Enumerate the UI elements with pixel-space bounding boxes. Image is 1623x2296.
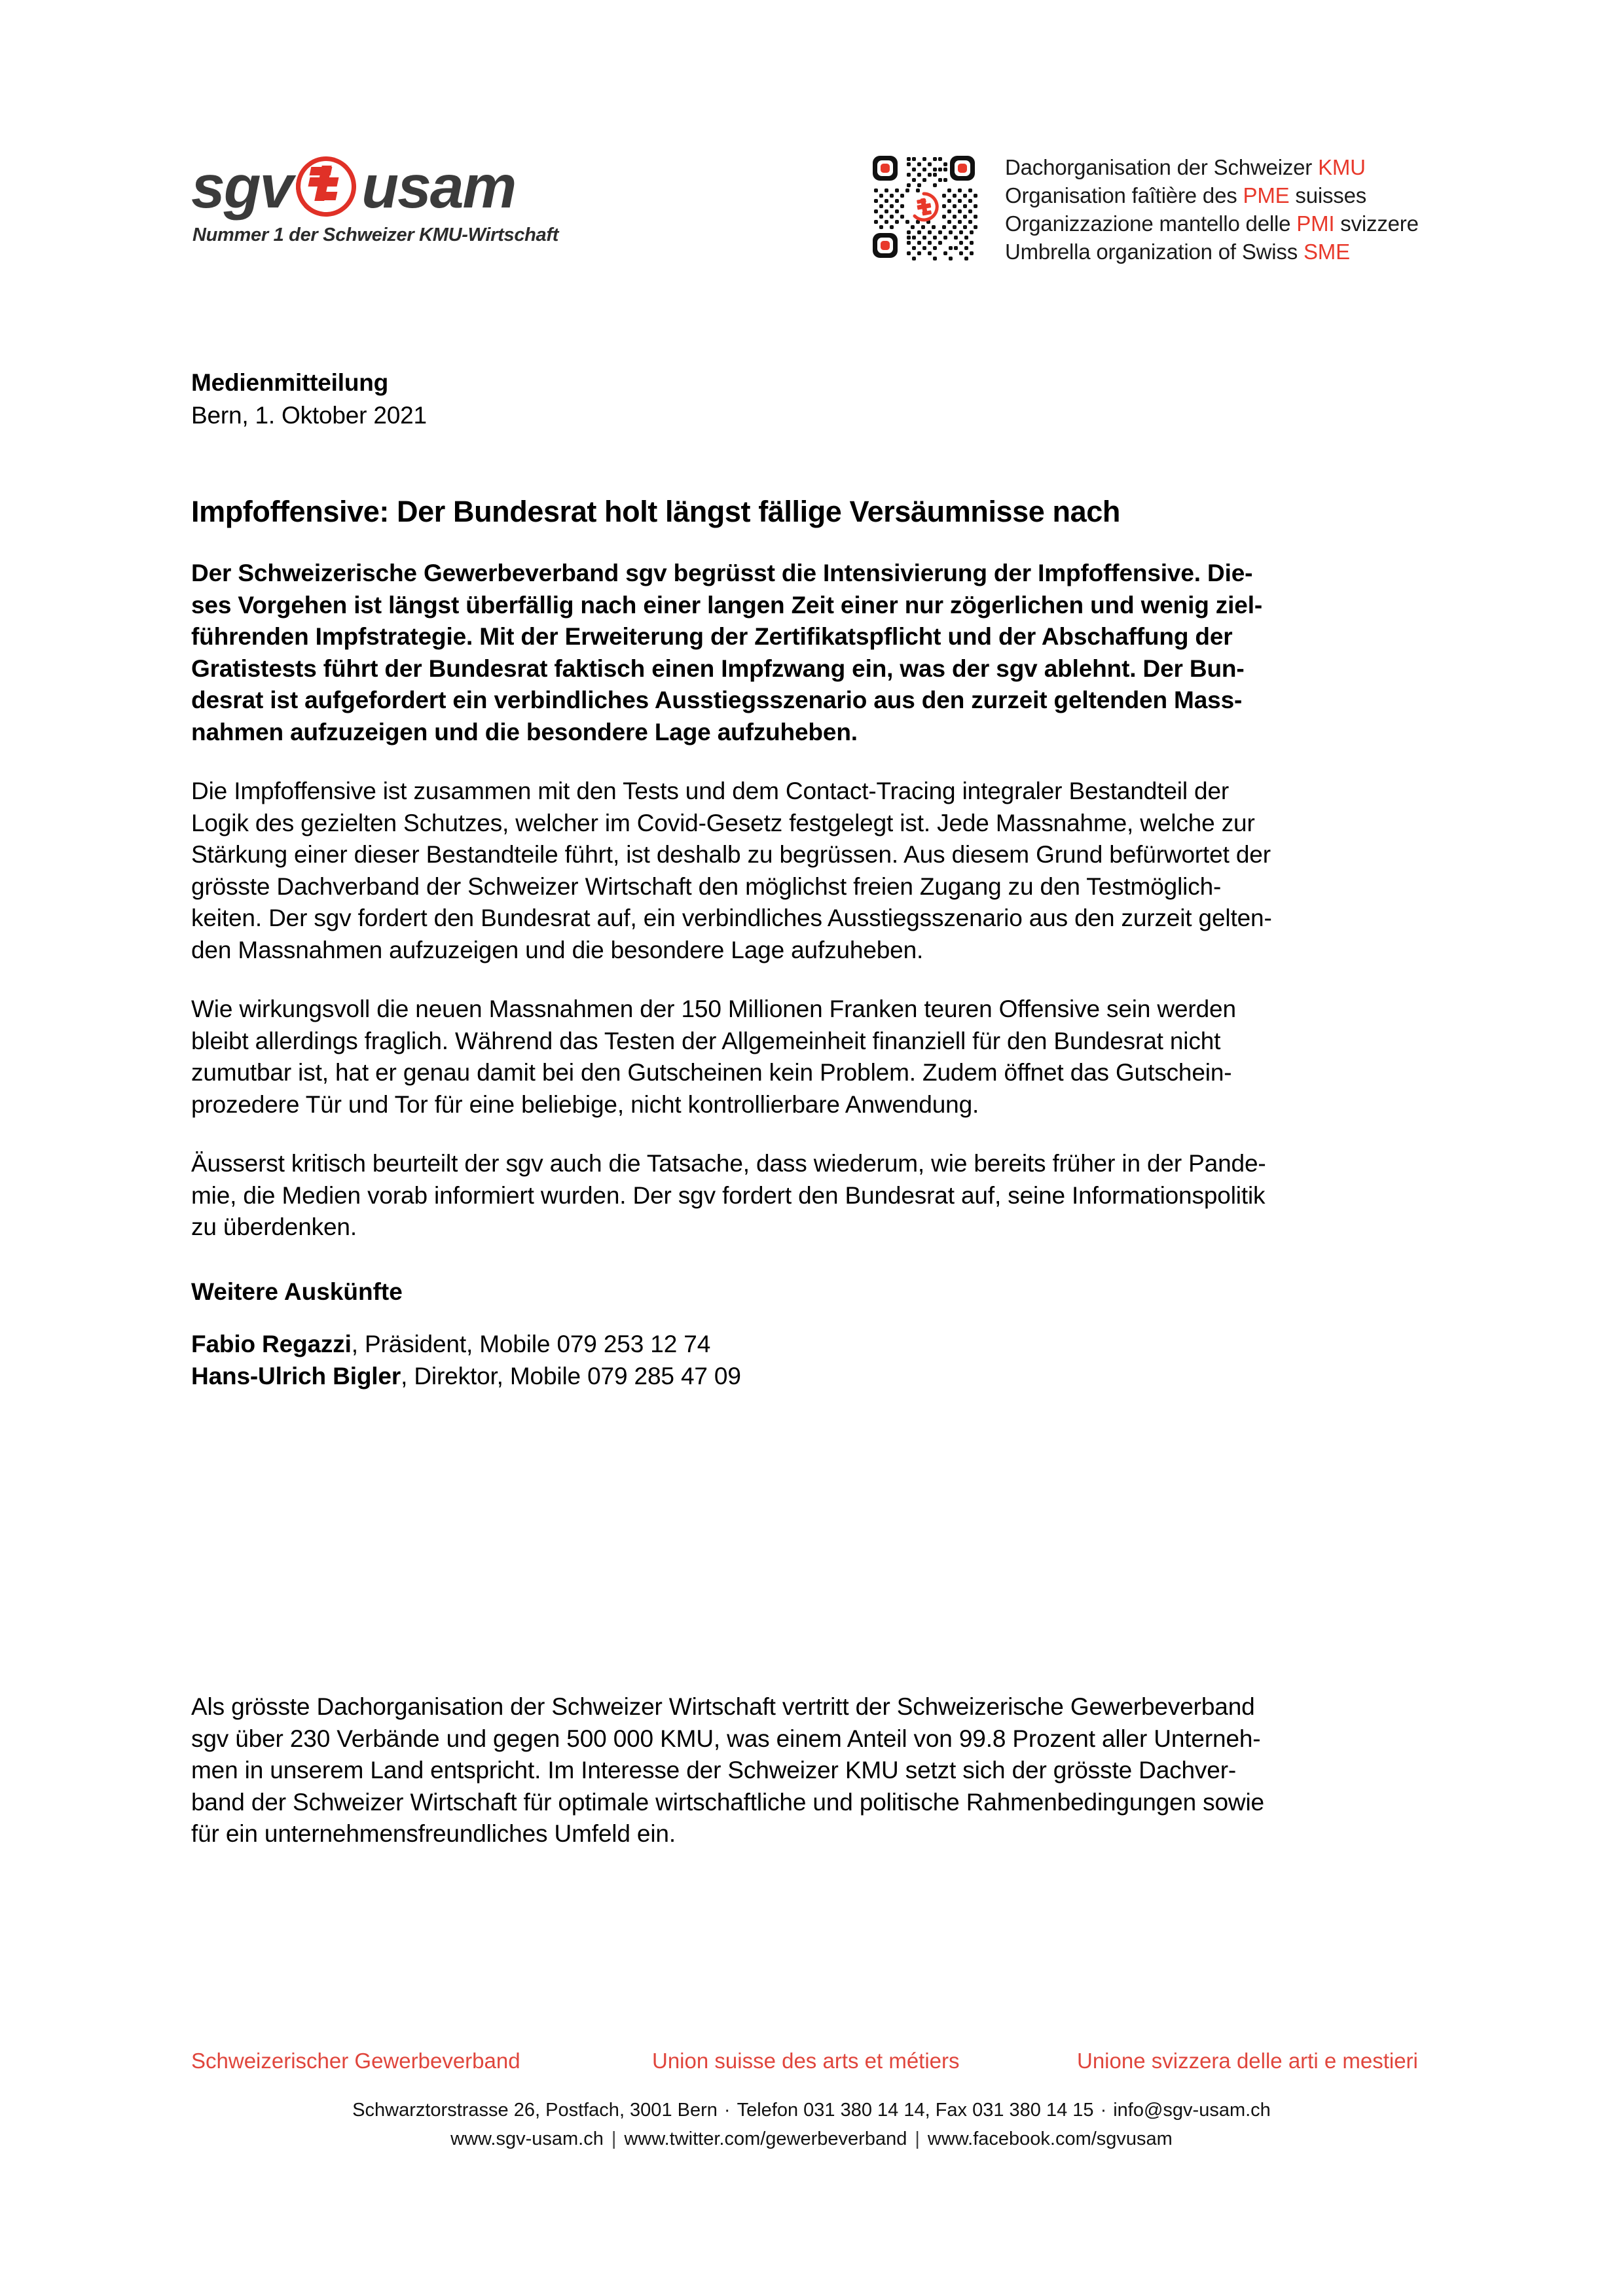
boilerplate-paragraph [191, 1691, 1429, 1850]
strapline-en [1005, 238, 1419, 266]
contact-name: Hans-Ulrich Bigler [191, 1362, 401, 1390]
paragraph-line: grösste Dachverband der Schweizer Wirtschaft den möglichst freien Zugang zu den Testmöglich- [191, 872, 1222, 900]
footer-separator: · [723, 2100, 731, 2121]
footer-facebook-link[interactable]: www.facebook.com/sgvusam [927, 2128, 1173, 2149]
body-paragraph-2 [191, 994, 1425, 1121]
paragraph-line: Die Impfoffensive ist zusammen mit den Tests und dem Contact-Tracing integraler Bestandteil der [191, 778, 1230, 804]
footer-contact-line-1 [0, 2096, 1623, 2125]
strapline-it-before: Organizzazione mantello delle [1005, 211, 1297, 236]
footer-language-names [0, 2049, 1623, 2084]
paragraph-line: zumutbar ist, hat er genau damit bei den Gutscheinen kein Problem. Zudem öffnet das Gutschein- [191, 1059, 1232, 1086]
footer-phone: Telefon 031 380 14 14, Fax 031 380 14 15 [737, 2100, 1094, 2121]
strapline-en-before: Umbrella organization of Swiss [1005, 240, 1304, 264]
paragraph-line: den Massnahmen aufzuzeigen und die besondere Lage aufzuheben. [191, 936, 924, 963]
footer-name-fr: Union suisse des arts et métiers [652, 2049, 960, 2073]
boilerplate-line: Als grösste Dachorganisation der Schweizer Wirtschaft vertritt der Schweizerische Gewerbeverband [191, 1693, 1255, 1720]
logo-text-sgv: sgv [191, 152, 293, 221]
strapline-it [1005, 209, 1419, 238]
document-body [191, 367, 1425, 1392]
footer-name-de: Schweizerischer Gewerbeverband [191, 2049, 520, 2073]
organization-strapline-lines [1005, 151, 1419, 266]
strapline-fr-before: Organisation faîtière des [1005, 183, 1243, 207]
document-date: Bern, 1. Oktober 2021 [191, 402, 427, 429]
footer-divider: | [915, 2128, 920, 2149]
strapline-de [1005, 153, 1419, 181]
contact-details: , Präsident, Mobile 079 253 12 74 [351, 1331, 711, 1357]
paragraph-line: Äusserst kritisch beurteilt der sgv auch die Tatsache, dass wiederum, wie bereits früher in der Pande- [191, 1150, 1266, 1177]
strapline-fr-after: suisses [1289, 183, 1367, 207]
footer-divider: | [611, 2128, 617, 2149]
sgv-usam-logo [191, 152, 559, 246]
body-paragraph-1 [191, 776, 1425, 966]
contact-row [191, 1329, 1425, 1361]
strapline-fr-highlight: PME [1243, 183, 1290, 207]
footer-name-it: Unione svizzera delle arti e mestieri [1077, 2049, 1418, 2073]
strapline-de-highlight: KMU [1318, 155, 1366, 179]
lead-line: Gratistests führt der Bundesrat faktisch einen Impfzwang ein, was der sgv ablehnt. Der Bun- [191, 655, 1245, 682]
strapline-it-after: svizzere [1334, 211, 1419, 236]
body-paragraph-3 [191, 1148, 1425, 1244]
paragraph-line: keiten. Der sgv fordert den Bundesrat auf, ein verbindliches Ausstiegsszenario aus den zurzeit gelten- [191, 905, 1272, 931]
boilerplate-line: men in unserem Land entspricht. Im Interesse der Schweizer KMU setzt sich der grösste Dachver- [191, 1757, 1237, 1784]
footer-website-link[interactable]: www.sgv-usam.ch [450, 2128, 604, 2149]
contact-row [191, 1361, 1425, 1393]
strapline-de-before: Dachorganisation der Schweizer [1005, 155, 1319, 179]
footer-twitter-link[interactable]: www.twitter.com/gewerbeverband [624, 2128, 907, 2149]
page-footer [0, 2049, 1623, 2153]
contacts-heading: Weitere Auskünfte [191, 1278, 403, 1305]
lead-line: Der Schweizerische Gewerbeverband sgv begrüsst die Intensivierung der Impfoffensive. Die- [191, 560, 1253, 586]
footer-separator: · [1100, 2100, 1107, 2121]
paragraph-line: Stärkung einer dieser Bestandteile führt, ist deshalb zu begrüssen. Aus diesem Grund befürwortet der [191, 841, 1271, 868]
footer-contact-info [0, 2096, 1623, 2153]
paragraph-line: Wie wirkungsvoll die neuen Massnahmen der 150 Millionen Franken teuren Offensive sein werden [191, 996, 1236, 1022]
lead-line: nahmen aufzuzeigen und die besondere Lage aufzuheben. [191, 718, 858, 745]
paragraph-line: zu überdenken. [191, 1213, 357, 1240]
logo-tagline: Nummer 1 der Schweizer KMU-Wirtschaft [192, 224, 559, 245]
paragraph-line: prozedere Tür und Tor für eine beliebige, nicht kontrollierbare Anwendung. [191, 1090, 979, 1118]
strapline-fr [1005, 181, 1419, 209]
lead-line: führenden Impfstrategie. Mit der Erweiterung der Zertifikatspflicht und der Abschaffung der [191, 623, 1233, 650]
contact-name: Fabio Regazzi [191, 1331, 352, 1357]
lead-paragraph [191, 558, 1425, 748]
strapline-en-highlight: SME [1304, 240, 1350, 264]
footer-email-link[interactable]: info@sgv-usam.ch [1113, 2100, 1271, 2121]
boilerplate-line: sgv über 230 Verbände und gegen 500 000 KMU, was einem Anteil von 99.8 Prozent aller Unterneh- [191, 1725, 1261, 1752]
swiss-cross-circle-icon [296, 156, 356, 217]
footer-address: Schwarztorstrasse 26, Postfach, 3001 Bern [352, 2100, 718, 2121]
organization-strapline-block [867, 151, 1419, 266]
logo-wordmark [191, 152, 558, 221]
paragraph-line: Logik des gezielten Schutzes, welcher im Covid-Gesetz festgelegt ist. Jede Massnahme, welche zur [191, 809, 1255, 836]
strapline-it-highlight: PMI [1296, 211, 1335, 236]
page-title: Impfoffensive: Der Bundesrat holt längst fällige Versäumnisse nach [191, 495, 1120, 528]
qr-code-icon[interactable] [867, 151, 980, 263]
contact-details: , Direktor, Mobile 079 285 47 09 [401, 1362, 741, 1390]
logo-text-usam: usam [361, 152, 516, 221]
contacts-list [191, 1329, 1425, 1392]
boilerplate-line: für ein unternehmensfreundliches Umfeld ein. [191, 1820, 676, 1847]
lead-line: ses Vorgehen ist längst überfällig nach einer langen Zeit einer nur zögerlichen und wenig ziel- [191, 591, 1262, 619]
paragraph-line: mie, die Medien vorab informiert wurden. Der sgv fordert den Bundesrat auf, seine Informationspolitik [191, 1181, 1266, 1209]
page-header [0, 0, 1623, 281]
footer-contact-line-2 [0, 2125, 1623, 2153]
lead-line: desrat ist aufgefordert ein verbindliches Ausstiegsszenario aus den zurzeit geltenden Mass- [191, 687, 1243, 713]
document-kicker: Medienmitteilung [191, 369, 389, 396]
boilerplate-line: band der Schweizer Wirtschaft für optimale wirtschaftliche und politische Rahmenbedingungen sowie [191, 1788, 1264, 1816]
paragraph-line: bleibt allerdings fraglich. Während das Testen der Allgemeinheit finanziell für den Bundesrat nicht [191, 1027, 1221, 1054]
